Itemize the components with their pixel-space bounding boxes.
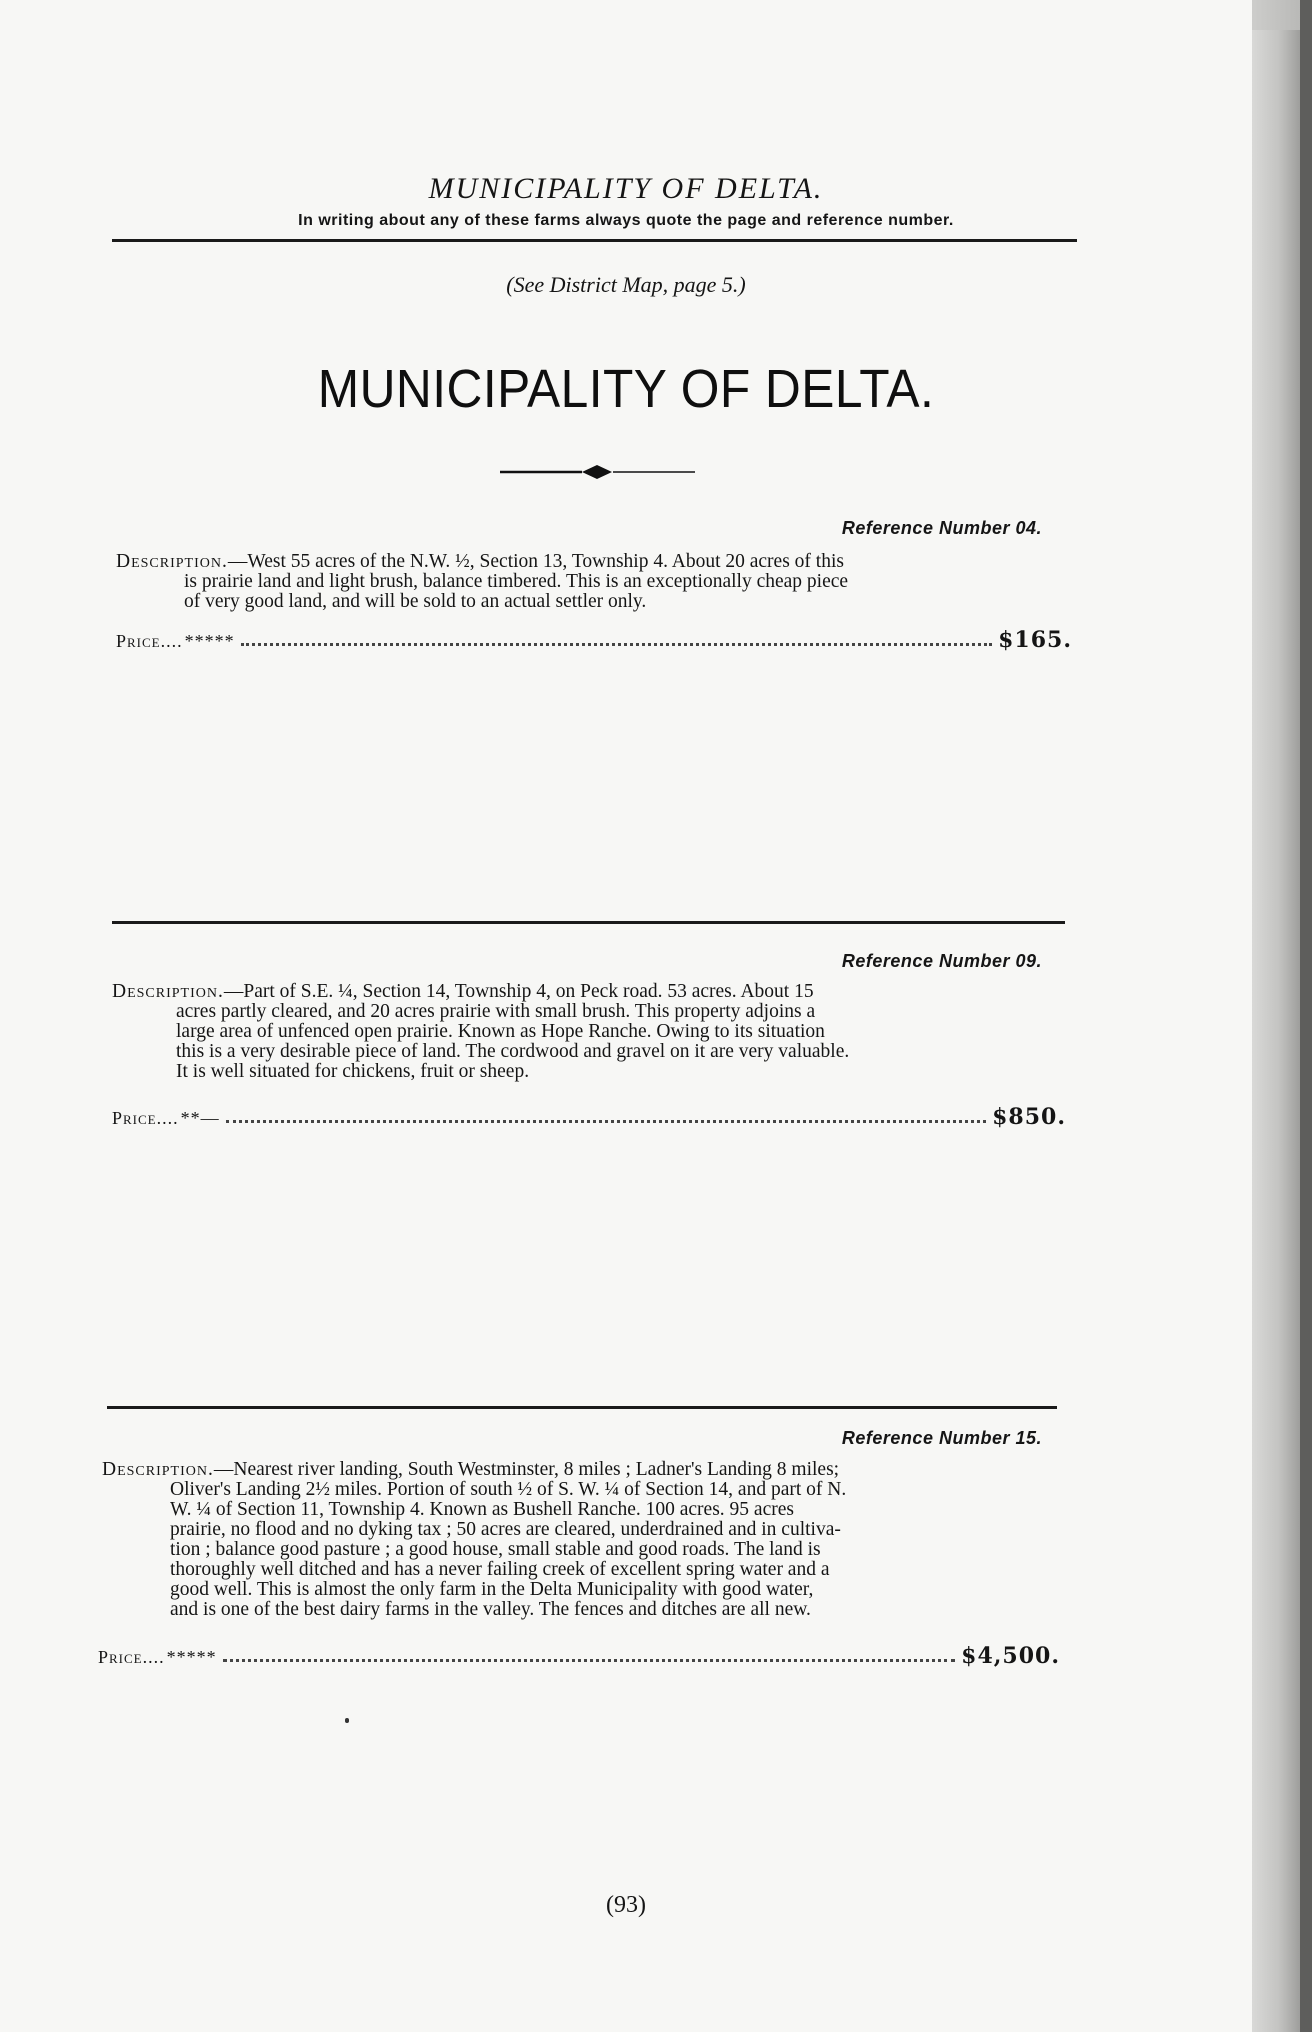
reference-number: Reference Number 15.	[841, 1428, 1042, 1448]
listing-description	[102, 1460, 1062, 1620]
running-head: MUNICIPALITY OF DELTA.	[428, 172, 824, 205]
description-line: Oliver's Landing 2½ miles. Portion of south ½ of S. W. ¼ of Section 14, and part of N.	[170, 1479, 847, 1500]
description-text: —West 55 acres of the N.W. ½, Section 13, Township 4. About 20 acres of this	[227, 551, 844, 572]
price-line	[98, 1643, 1060, 1669]
description-line: and is one of the best dairy farms in the valley. The fences and ditches are all new.	[170, 1599, 811, 1620]
price-amount: $4,500.	[961, 1643, 1060, 1669]
description-line: prairie, no flood and no dyking tax ; 50 acres are cleared, underdrained and in cultiva-	[170, 1519, 841, 1540]
listing-description	[116, 552, 1076, 612]
price-label: Price....	[116, 631, 183, 651]
district-map-note: (See District Map, page 5.)	[506, 272, 746, 297]
listing-description	[112, 982, 1072, 1082]
price-label: Price....	[112, 1108, 179, 1128]
description-line	[102, 1460, 1062, 1480]
price-line	[116, 627, 1072, 653]
description-line	[116, 552, 1076, 572]
reference-number: Reference Number 09.	[841, 951, 1042, 971]
ornament-divider	[500, 462, 695, 482]
description-line: It is well situated for chickens, fruit or sheep.	[176, 1061, 530, 1082]
rating-stars: *****	[184, 631, 235, 651]
page-edge	[1252, 30, 1300, 2032]
page-title: MUNICIPALITY OF DELTA.	[317, 359, 935, 419]
description-line: tion ; balance good pasture ; a good house, small stable and good roads. The land is	[170, 1539, 821, 1560]
description-line: of very good land, and will be sold to an actual settler only.	[184, 591, 647, 612]
description-label: Description.	[112, 981, 224, 1002]
reference-notice: In writing about any of these farms always quote the page and reference number.	[298, 212, 954, 229]
ink-speck	[345, 1718, 349, 1723]
description-label: Description.	[102, 1459, 214, 1480]
description-line: acres partly cleared, and 20 acres prairie with small brush. This property adjoins a	[176, 1001, 816, 1022]
description-line: large area of unfenced open prairie. Known as Hope Ranche. Owing to its situation	[176, 1021, 825, 1042]
page-number: (93)	[606, 1892, 646, 1918]
description-line	[112, 982, 1072, 1002]
rating-stars: *****	[166, 1647, 217, 1667]
description-line: is prairie land and light brush, balance timbered. This is an exceptionally cheap piece	[184, 571, 849, 592]
price-amount: $850.	[992, 1104, 1066, 1130]
description-label: Description.	[116, 551, 228, 572]
price-label: Price....	[98, 1647, 165, 1667]
description-line: good well. This is almost the only farm in the Delta Municipality with good water,	[170, 1579, 814, 1600]
dot-leader	[223, 1659, 956, 1662]
reference-number: Reference Number 04.	[841, 518, 1042, 538]
dot-leader	[241, 643, 992, 646]
header-rule	[112, 239, 1077, 242]
price-amount: $165.	[998, 627, 1072, 653]
rating-stars: **—	[180, 1108, 220, 1128]
description-text: —Part of S.E. ¼, Section 14, Township 4, on Peck road. 53 acres. About 15	[223, 981, 814, 1002]
description-text: —Nearest river landing, South Westminster, 8 miles ; Ladner's Landing 8 miles;	[213, 1459, 840, 1480]
description-line: this is a very desirable piece of land. The cordwood and gravel on it are very valuable.	[176, 1041, 850, 1062]
description-line: thoroughly well ditched and has a never failing creek of excellent spring water and a	[170, 1559, 830, 1580]
section-rule	[112, 921, 1065, 924]
dot-leader	[226, 1120, 986, 1123]
description-line: W. ¼ of Section 11, Township 4. Known as Bushell Ranche. 100 acres. 95 acres	[170, 1499, 794, 1520]
section-rule	[107, 1406, 1057, 1409]
price-line	[112, 1104, 1066, 1130]
